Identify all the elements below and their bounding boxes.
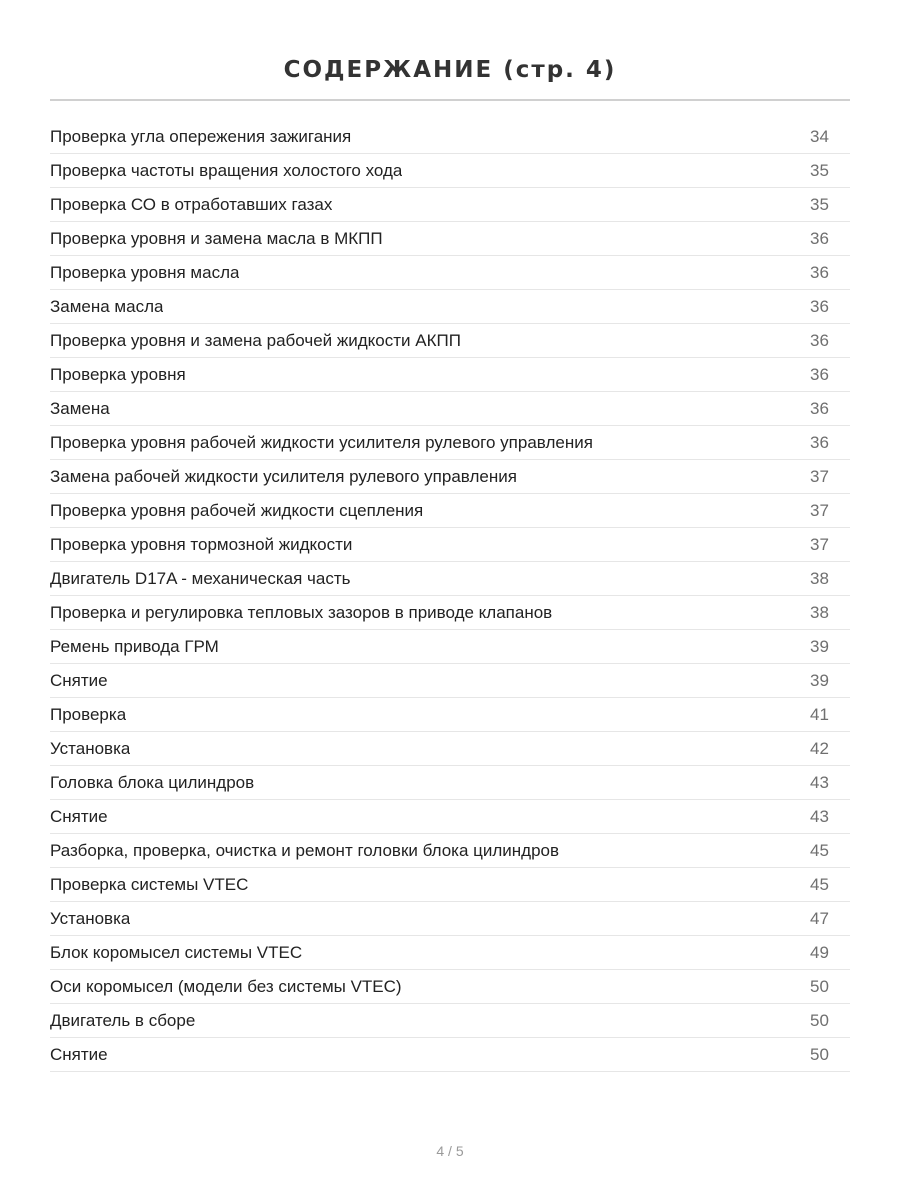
page-number: 4 / 5 [436,1143,464,1159]
toc-entry[interactable] [50,902,850,936]
toc-entry[interactable] [50,188,850,222]
toc-entry[interactable] [50,154,850,188]
toc-entry-page: 36 [810,228,829,248]
toc-entry-page: 36 [810,262,829,282]
toc-entry[interactable] [50,256,850,290]
toc-entry-page: 34 [810,126,829,146]
toc-entry-title: Снятие [50,806,108,826]
toc-entry-title: Проверка и регулировка тепловых зазоров в приводе клапанов [50,602,553,622]
toc-entry-title: Установка [50,738,131,758]
toc-entry-page: 37 [810,534,829,554]
toc-entry-title: Проверка частоты вращения холостого хода [50,160,403,180]
toc-entry-title: Снятие [50,670,108,690]
toc-entry-page: 47 [810,908,829,928]
toc-entry-page: 38 [810,568,829,588]
toc-entry-title: Двигатель D17A - механическая часть [50,568,351,588]
toc-entry-title: Проверка уровня масла [50,262,240,282]
toc-entry[interactable] [50,222,850,256]
toc-entry-page: 39 [810,636,829,656]
toc-entry[interactable] [50,494,850,528]
toc-entry-title: Блок коромысел системы VTEC [50,942,303,962]
toc-entry[interactable] [50,1038,850,1072]
title-divider [50,99,850,101]
toc-entry-title: Проверка СО в отработавших газах [50,194,333,214]
toc-entry-page: 42 [810,738,829,758]
toc-entry-title: Двигатель в сборе [50,1010,196,1030]
toc-entry-title: Оси коромысел (модели без системы VTEC) [50,976,402,996]
toc-entry[interactable] [50,392,850,426]
toc-entry-page: 35 [810,160,829,180]
table-of-contents [50,120,850,1072]
toc-entry-title: Замена [50,398,110,418]
toc-entry-title: Проверка уровня рабочей жидкости усилителя рулевого управления [50,432,593,452]
toc-entry-page: 49 [810,942,829,962]
toc-entry-title: Проверка уровня [50,364,186,384]
toc-entry-title: Ремень привода ГРМ [50,636,219,656]
toc-entry[interactable] [50,426,850,460]
toc-entry-title: Проверка угла опережения зажигания [50,126,352,146]
toc-entry[interactable] [50,562,850,596]
toc-entry-title: Проверка [50,704,127,724]
toc-entry[interactable] [50,834,850,868]
toc-entry-page: 37 [810,466,829,486]
toc-entry[interactable] [50,1004,850,1038]
toc-entry-title: Проверка уровня тормозной жидкости [50,534,353,554]
toc-entry-title: Проверка уровня и замена рабочей жидкости АКПП [50,330,461,350]
toc-entry-title: Проверка уровня рабочей жидкости сцепления [50,500,424,520]
toc-entry-title: Проверка системы VTEC [50,874,249,894]
toc-entry[interactable] [50,732,850,766]
toc-entry[interactable] [50,630,850,664]
toc-entry-page: 35 [810,194,829,214]
toc-entry[interactable] [50,324,850,358]
page-title: СОДЕРЖАНИЕ (стр. 4) [283,57,617,84]
toc-entry-page: 36 [810,432,829,452]
toc-entry[interactable] [50,290,850,324]
toc-entry[interactable] [50,528,850,562]
toc-entry[interactable] [50,120,850,154]
toc-entry-page: 41 [810,704,829,724]
toc-entry[interactable] [50,936,850,970]
toc-entry-title: Замена рабочей жидкости усилителя рулевого управления [50,466,517,486]
toc-entry-page: 37 [810,500,829,520]
toc-entry-page: 39 [810,670,829,690]
toc-entry-page: 43 [810,772,829,792]
toc-entry-page: 50 [810,1044,829,1064]
toc-entry-page: 45 [810,874,829,894]
toc-entry-title: Установка [50,908,131,928]
toc-entry-title: Головка блока цилиндров [50,772,255,792]
toc-entry[interactable] [50,800,850,834]
toc-entry[interactable] [50,664,850,698]
toc-entry-page: 50 [810,976,829,996]
toc-entry[interactable] [50,868,850,902]
toc-entry[interactable] [50,596,850,630]
toc-entry[interactable] [50,460,850,494]
toc-entry-page: 36 [810,398,829,418]
toc-entry-page: 38 [810,602,829,622]
toc-entry-page: 45 [810,840,829,860]
toc-entry[interactable] [50,970,850,1004]
toc-entry-page: 43 [810,806,829,826]
toc-entry[interactable] [50,358,850,392]
toc-entry-title: Разборка, проверка, очистка и ремонт головки блока цилиндров [50,840,560,860]
toc-entry-page: 36 [810,296,829,316]
toc-entry-page: 50 [810,1010,829,1030]
toc-entry-page: 36 [810,330,829,350]
toc-entry-page: 36 [810,364,829,384]
toc-entry[interactable] [50,698,850,732]
toc-entry[interactable] [50,766,850,800]
toc-entry-title: Замена масла [50,296,164,316]
toc-entry-title: Снятие [50,1044,108,1064]
toc-entry-title: Проверка уровня и замена масла в МКПП [50,228,383,248]
